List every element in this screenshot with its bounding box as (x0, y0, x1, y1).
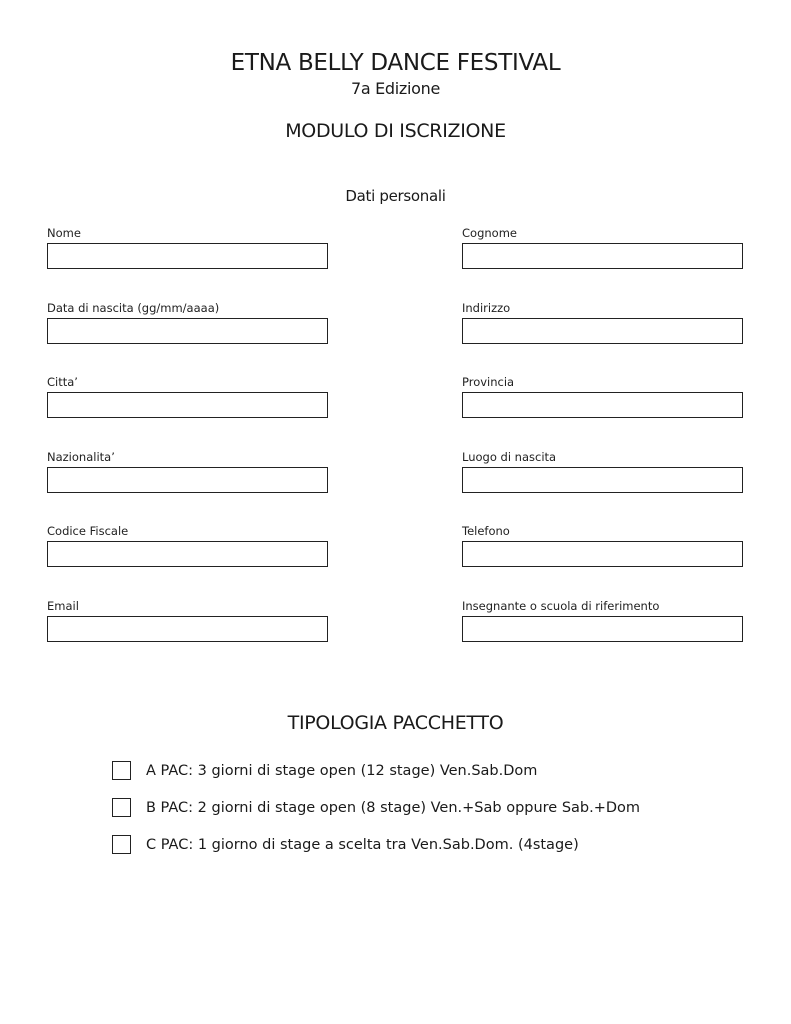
provincia-field[interactable] (462, 392, 743, 418)
personal-data-heading: Dati personali (345, 187, 446, 205)
package-a-label: A PAC: 3 giorni di stage open (12 stage) Ven.Sab.Dom (146, 762, 538, 779)
citta-field[interactable] (47, 392, 328, 418)
email-field[interactable] (47, 616, 328, 642)
nazionalita-field[interactable] (47, 467, 328, 493)
package-option-c[interactable] (112, 835, 579, 854)
nome-label: Nome (47, 226, 81, 240)
insegnante-field[interactable] (462, 616, 743, 642)
indirizzo-label: Indirizzo (462, 301, 511, 315)
insegnante-label: Insegnante o scuola di riferimento (462, 599, 660, 613)
codice-fiscale-label: Codice Fiscale (47, 524, 129, 538)
email-label: Email (47, 599, 79, 613)
package-b-checkbox[interactable] (112, 798, 131, 817)
package-option-b[interactable] (112, 798, 640, 817)
luogo-di-nascita-field[interactable] (462, 467, 743, 493)
festival-title: ETNA BELLY DANCE FESTIVAL (230, 50, 561, 76)
data-di-nascita-field[interactable] (47, 318, 328, 344)
provincia-label: Provincia (462, 375, 515, 389)
form-title: MODULO DI ISCRIZIONE (285, 120, 506, 142)
telefono-label: Telefono (462, 524, 510, 538)
cognome-label: Cognome (462, 226, 517, 240)
citta-label: Citta’ (47, 375, 78, 389)
package-type-heading: TIPOLOGIA PACCHETTO (287, 712, 504, 734)
package-a-checkbox[interactable] (112, 761, 131, 780)
package-option-a[interactable] (112, 761, 537, 780)
nome-field[interactable] (47, 243, 328, 269)
package-c-label: C PAC: 1 giorno di stage a scelta tra Ven.Sab.Dom. (4stage) (146, 836, 579, 853)
package-b-label: B PAC: 2 giorni di stage open (8 stage) Ven.+Sab oppure Sab.+Dom (146, 799, 641, 816)
edition-subtitle: 7a Edizione (350, 79, 441, 98)
package-c-checkbox[interactable] (112, 835, 131, 854)
codice-fiscale-field[interactable] (47, 541, 328, 567)
indirizzo-field[interactable] (462, 318, 743, 344)
cognome-field[interactable] (462, 243, 743, 269)
luogo-di-nascita-label: Luogo di nascita (462, 450, 557, 464)
nazionalita-label: Nazionalita’ (47, 450, 115, 464)
telefono-field[interactable] (462, 541, 743, 567)
data-di-nascita-label: Data di nascita (gg/mm/aaaa) (47, 301, 220, 315)
